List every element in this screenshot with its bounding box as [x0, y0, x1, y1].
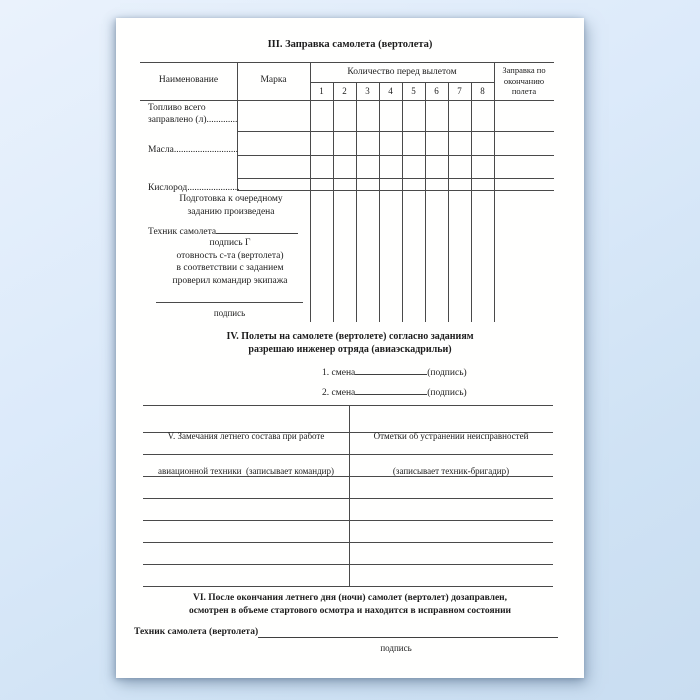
- shift-2-label: 2. смена: [322, 388, 356, 398]
- col-header-7: 7: [457, 86, 462, 96]
- col-header-refuel-after: Заправка по окончанию полета: [502, 65, 546, 96]
- table-line: [402, 82, 403, 322]
- table-line: [140, 62, 554, 63]
- table-line: [140, 100, 554, 101]
- col-header-1: 1: [319, 86, 324, 96]
- signature-blank-line: [258, 628, 558, 638]
- remarks-col-header-left: V. Замечания летнего состава при работе авиационной техники (записывает командир): [157, 431, 334, 476]
- row-label-fuel-line1: Топливо всего: [148, 103, 206, 113]
- table-line: [237, 178, 554, 179]
- signature-blank-line: [216, 224, 298, 234]
- row-label-fuel-line2: заправлено (л).............: [148, 115, 238, 125]
- col-header-2: 2: [342, 86, 347, 96]
- table-line: [143, 586, 553, 587]
- table-line: [237, 131, 554, 132]
- remarks-col-header-right: Отметки об устранении неисправностей (записывает техник-бригадир): [373, 431, 529, 476]
- col-header-3: 3: [365, 86, 370, 96]
- shift-1-label: 1. смена: [322, 368, 356, 378]
- table-line: [425, 82, 426, 322]
- row-label-oil: Масла...........................: [148, 145, 238, 155]
- table-line: [333, 82, 334, 322]
- table-line: [143, 564, 553, 565]
- table-line: [448, 82, 449, 322]
- col-header-brand: Марка: [260, 75, 287, 85]
- section-iii-title: III. Заправка самолета (вертолета): [267, 39, 433, 50]
- section-iv-title-line2: разрешаю инженер отряда (авиаэскадрильи): [248, 344, 452, 355]
- col-header-8: 8: [480, 86, 485, 96]
- readiness-note: подпись Г отовность с-та (вертолета) в соответствии с заданием проверил командир экипажа: [172, 238, 288, 286]
- table-line: [471, 82, 472, 322]
- table-line: [349, 405, 350, 586]
- technician-signature-row: [148, 224, 298, 238]
- shift-1-row: [322, 365, 467, 379]
- row-label-oxygen: Кислород......................: [148, 183, 240, 193]
- table-line: [143, 405, 553, 406]
- shift-2-row: [322, 385, 467, 399]
- col-header-quantity: Количество перед вылетом: [347, 67, 457, 77]
- col-header-name: Наименование: [158, 75, 219, 85]
- final-technician-row: [134, 626, 558, 638]
- remarks-table: [143, 405, 553, 586]
- signature-blank-line: [355, 385, 427, 395]
- table-line: [379, 82, 380, 322]
- document-page: [116, 18, 584, 678]
- table-line: [237, 190, 554, 191]
- table-line: [356, 82, 357, 322]
- section-vi-title-line1: VI. После окончания летнего дня (ночи) самолет (вертолет) дозаправлен,: [192, 593, 508, 603]
- signature-blank-line: [156, 302, 303, 303]
- section-vi-title-line2: осмотрен в объеме стартового осмотра и находится в исправном состоянии: [188, 606, 512, 616]
- table-line: [494, 62, 495, 322]
- preparation-note: Подготовка к очередному заданию произведена: [179, 194, 283, 217]
- final-signature-caption: подпись: [380, 643, 412, 653]
- technician-label: Техник самолета: [148, 227, 217, 237]
- final-technician-label: Техник самолета (вертолета): [134, 627, 259, 637]
- table-line: [143, 542, 553, 543]
- col-header-6: 6: [434, 86, 439, 96]
- shift-2-sign-suffix: (подпись): [427, 388, 467, 398]
- section-iv-title-line1: IV. Полеты на самолете (вертолете) согласно заданиям: [226, 331, 474, 342]
- shift-1-sign-suffix: (подпись): [427, 368, 467, 378]
- col-header-5: 5: [411, 86, 416, 96]
- signature-blank-line: [355, 365, 427, 375]
- table-line: [237, 155, 554, 156]
- signature-caption: подпись: [213, 308, 246, 318]
- table-line: [143, 520, 553, 521]
- col-header-4: 4: [388, 86, 393, 96]
